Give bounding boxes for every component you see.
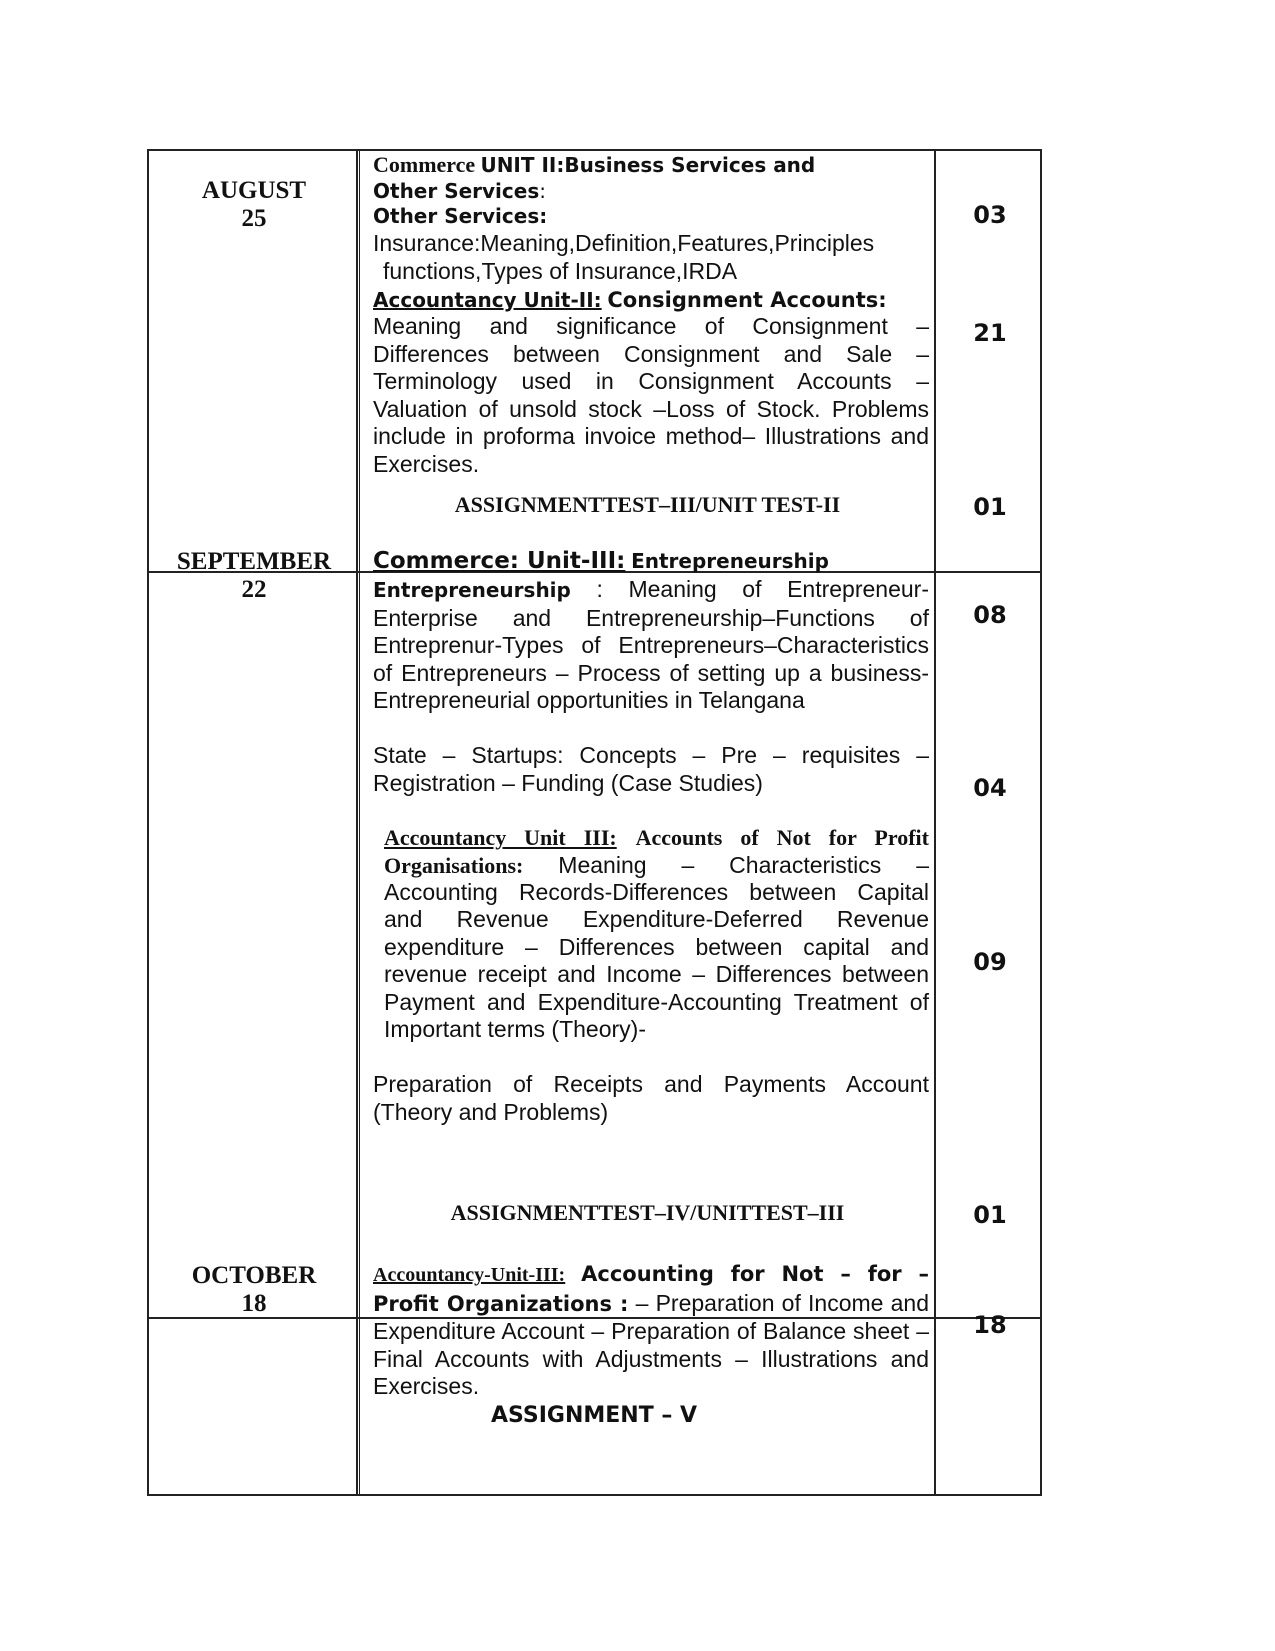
hours-commerce-september: 08 <box>973 601 1007 629</box>
october-text: – Preparation of Income and Expenditure Account – Preparation of Balance sheet –Final Accounts with Adjustments – Illustrations and Exercises. <box>373 1289 929 1400</box>
hours-accountancy-september: 09 <box>973 948 1007 976</box>
assignment-five: ASSIGNMENT – V <box>491 1402 698 1428</box>
accountancy-unit-title: Consignment Accounts: <box>607 288 887 312</box>
syllabus-table <box>147 149 1042 1496</box>
hours-startups-september: 04 <box>973 774 1007 802</box>
accountancy-unit-label: Accountancy Unit-II: <box>373 288 602 312</box>
startups-text: State – Startups: Concepts – Pre – requisites – Registration – Funding (Case Studies) <box>373 741 929 796</box>
commerce-unit-title-cont: Other Services <box>373 179 540 203</box>
topics-cell-october <box>373 1260 929 1431</box>
other-services-heading: Other Services: <box>373 204 548 228</box>
month-name: AUGUST <box>201 177 307 204</box>
month-cell-october <box>147 1262 361 1318</box>
entrepreneurship-text: : Meaning of Entrepreneur-Enterprise and Entrepreneurship–Functions of Entreprenur-Types of Entrepreneurs–Characteristics of Entrepreneurs – Process of setting up a business-Entrepreneurial opportunities in Telangana <box>373 576 929 714</box>
month-periods: 25 <box>241 205 267 232</box>
commerce-unit-title: UNIT II:Business Services and <box>480 153 816 177</box>
table-border-right <box>1040 149 1042 1496</box>
commerce-unit-label: Commerce: Unit-III: <box>373 548 626 574</box>
insurance-line-2: functions,Types of Insurance,IRDA <box>383 258 738 284</box>
consignment-text: Meaning and significance of Consignment – Differences between Consignment and Sale – Terminology used in Consignment Accounts – Valuation of unsold stock –Loss of Stock. Problems include in proforma invoice method– Illustrations and Exercises. <box>373 313 929 477</box>
entrepreneurship-paragraph <box>373 576 929 715</box>
accountancy-unit-title: Accounts of Not for Profit Organisations: <box>384 825 929 878</box>
accountancy-unit-title: Accounting for Not – for – Profit Organizations : <box>373 1262 929 1316</box>
hours-test-august: 01 <box>973 493 1007 521</box>
hours-october: 18 <box>973 1311 1007 1339</box>
month-periods: 18 <box>241 1290 267 1317</box>
assignment-test-september: ASSIGNMENTTEST–IV/UNITTEST–III <box>450 1200 845 1225</box>
month-cell-august <box>147 177 361 233</box>
hours-commerce-august: 03 <box>973 201 1007 229</box>
colon-text: : <box>539 179 546 203</box>
month-name: OCTOBER <box>191 1262 317 1289</box>
table-border-top <box>147 149 1042 151</box>
insurance-line-1: Insurance:Meaning,Definition,Features,Principles <box>373 230 875 256</box>
receipts-payments-text: Preparation of Receipts and Payments Account (Theory and Problems) <box>373 1071 929 1125</box>
accountancy-unit-label: Accountancy-Unit-III: <box>373 1264 566 1286</box>
month-name: SEPTEMBER <box>176 548 332 575</box>
accountancy-unit-label: Accountancy Unit III: <box>384 825 617 851</box>
hours-accountancy-august: 21 <box>973 319 1007 347</box>
topics-cell-september <box>373 546 929 1127</box>
entrepreneurship-label: Entrepreneurship <box>373 578 571 602</box>
not-for-profit-text: Meaning – Characteristics – Accounting Records-Differences between Capital and Revenue Expenditure-Deferred Revenue expenditure – Differences between capital and revenue receipt and Income – Differences between Payment and Expenditure-Accounting Treatment of Important terms (Theory)- <box>384 851 929 1042</box>
table-border-bottom <box>147 1494 1042 1496</box>
month-label-september <box>147 548 361 604</box>
table-divider-hours <box>934 149 936 1496</box>
topics-cell-august <box>373 152 929 479</box>
commerce-unit-title: Entrepreneurship <box>631 549 829 573</box>
hours-test-september: 01 <box>973 1201 1007 1229</box>
not-for-profit-paragraph <box>373 824 929 1043</box>
october-paragraph <box>373 1260 929 1401</box>
commerce-prefix: Commerce <box>373 152 476 177</box>
assignment-test-august: ASSIGNMENTTEST–III/UNIT TEST-II <box>454 492 841 517</box>
month-periods: 22 <box>241 576 267 603</box>
